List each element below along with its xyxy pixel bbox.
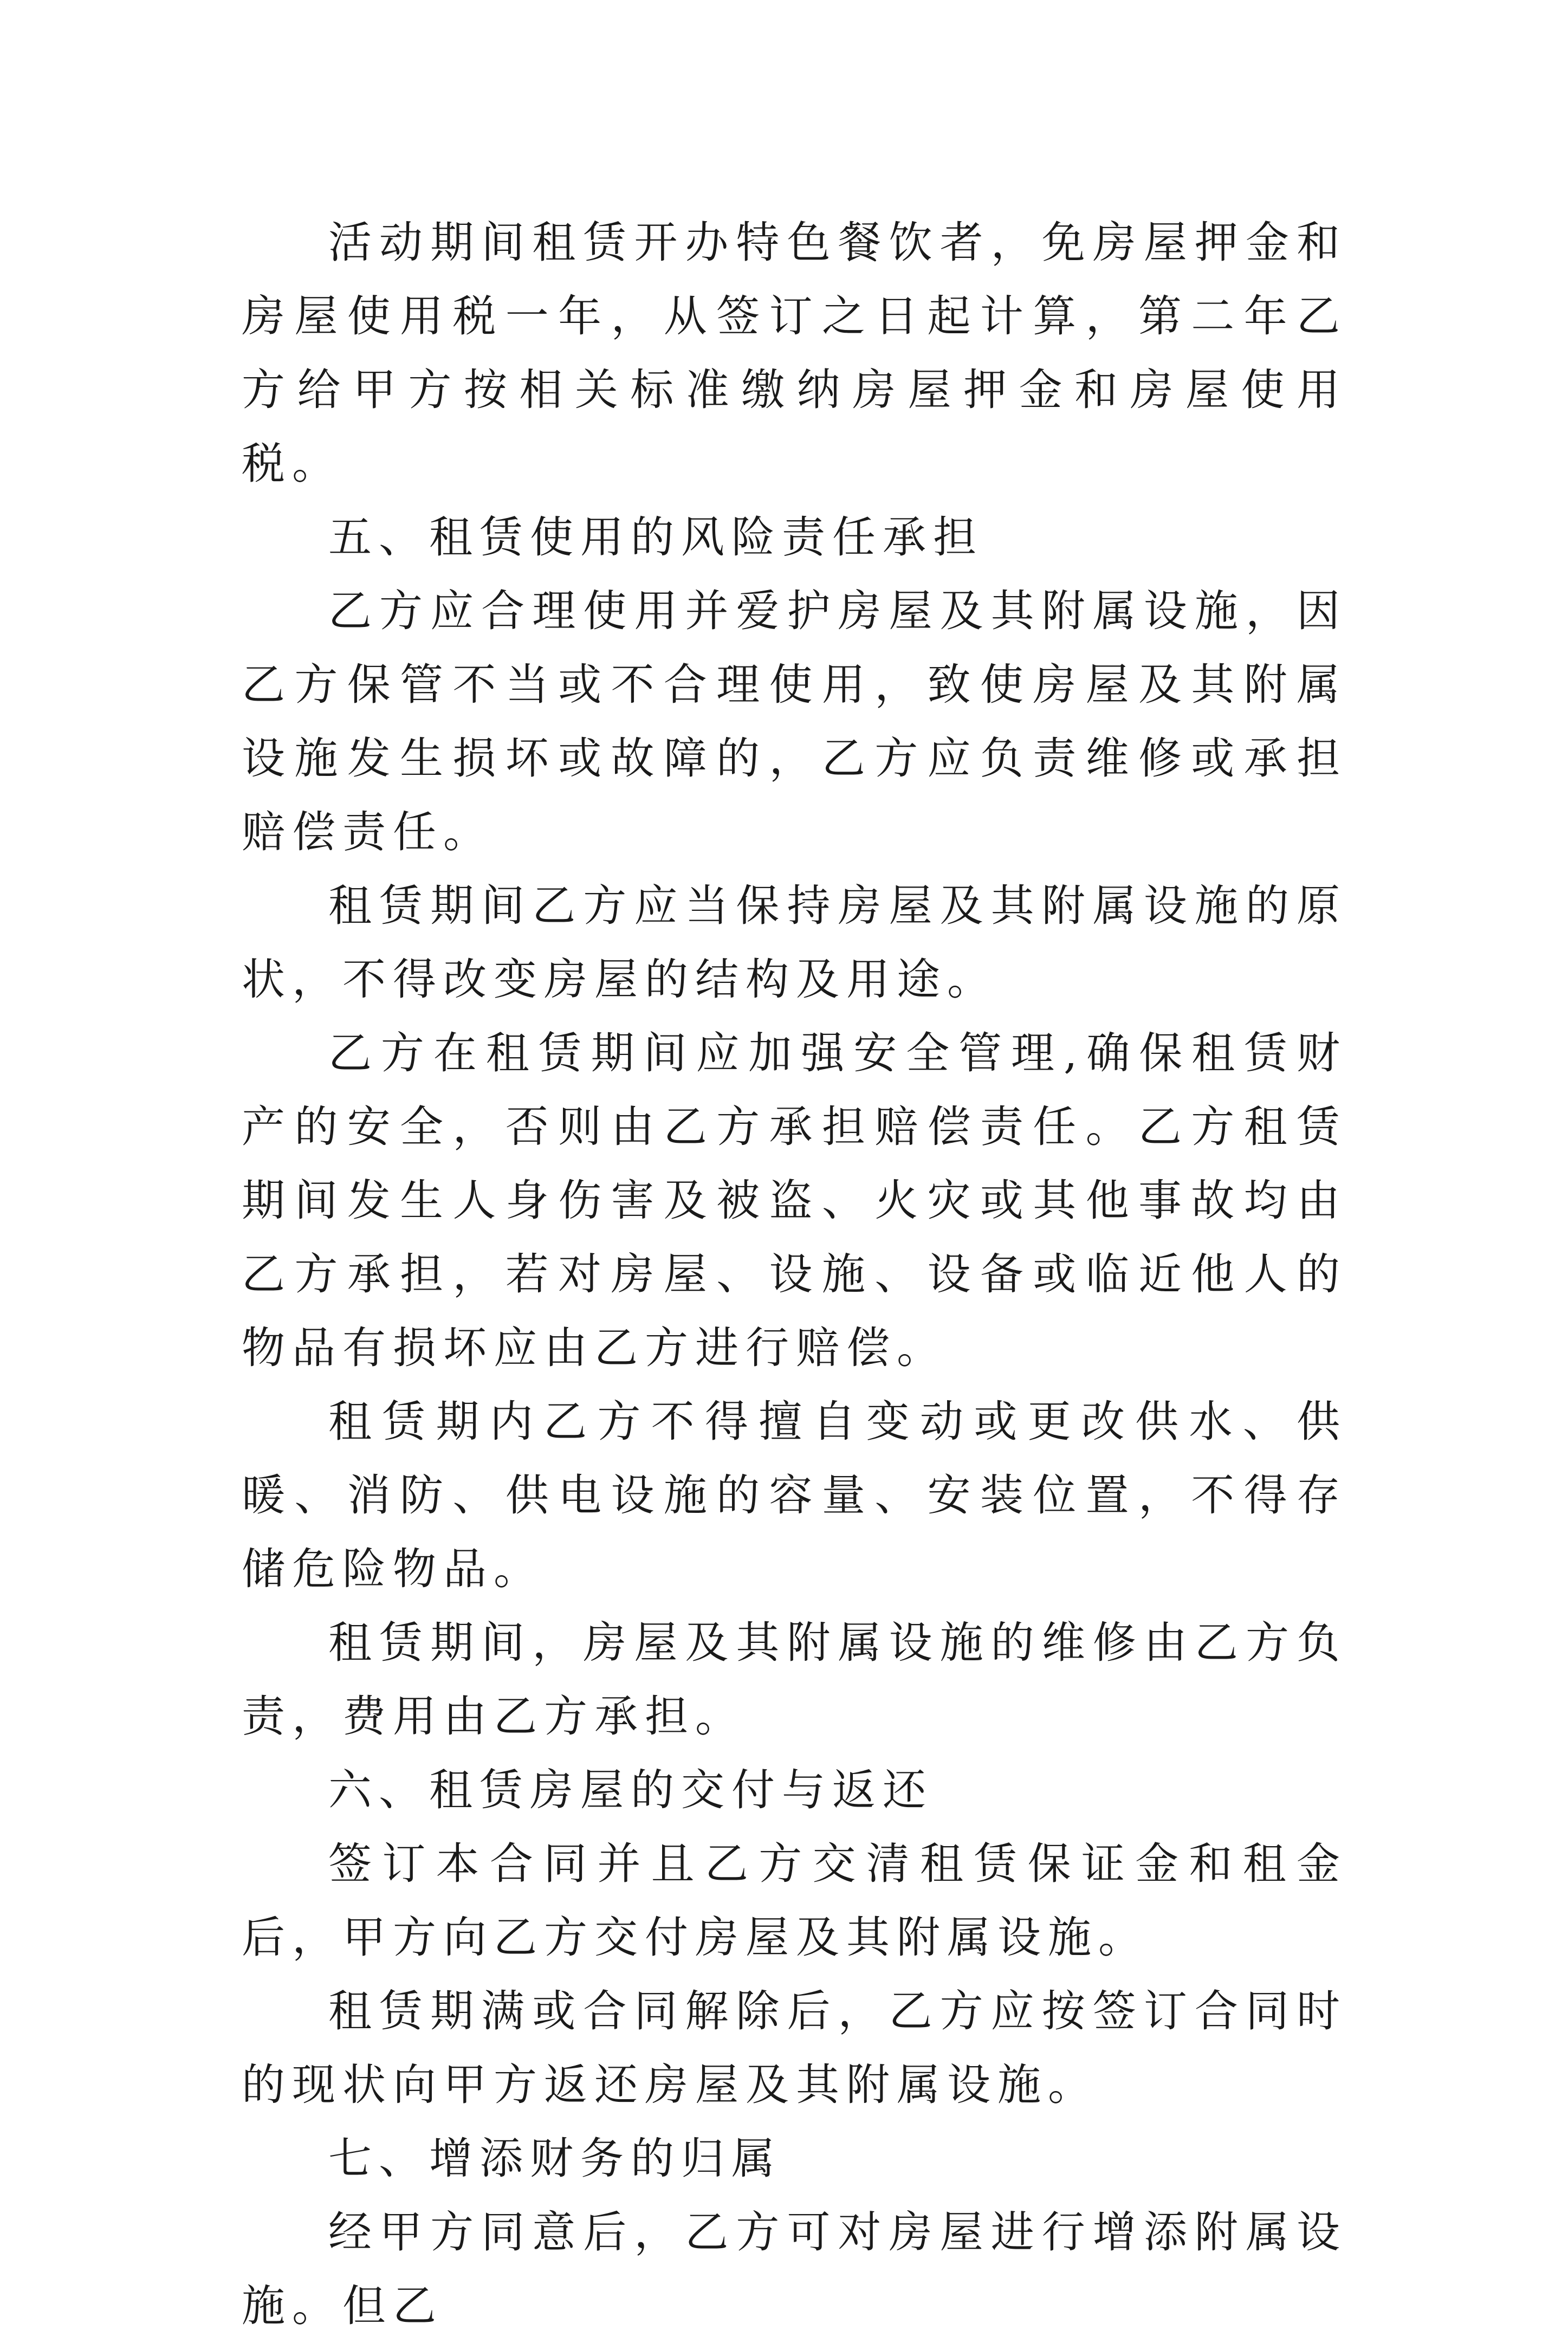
paragraph-added-facilities: 经甲方同意后，乙方可对房屋进行增添附属设施。但乙 [242,2207,1347,2331]
paragraph-catering-exemption: 活动期间租赁开办特色餐饮者，免房屋押金和房屋使用税一年，从签订之日起计算，第二年乙方给甲方按相关标准缴纳房屋押金和房屋使用税。 [242,217,1347,489]
section-heading-added-property: 七、增添财务的归属 [328,2133,782,2184]
paragraph-no-facility-changes: 租赁期内乙方不得擅自变动或更改供水、供暖、消防、供电设施的容量、安装位置，不得存储危险物品。 [242,1396,1347,1594]
paragraph-proper-use: 乙方应合理使用并爱护房屋及其附属设施，因乙方保管不当或不合理使用，致使房屋及其附属设施发生损坏或故障的，乙方应负责维修或承担赔偿责任。 [242,586,1347,857]
paragraph-return: 租赁期满或合同解除后，乙方应按签订合同时的现状向甲方返还房屋及其附属设施。 [242,1986,1347,2110]
section-heading-risk-liability: 五、租赁使用的风险责任承担 [328,512,983,562]
document-body [242,206,1347,2343]
paragraph-keep-original-state: 租赁期间乙方应当保持房屋及其附属设施的原状，不得改变房屋的结构及用途。 [242,881,1347,1005]
paragraph-maintenance-costs: 租赁期间，房屋及其附属设施的维修由乙方负责，费用由乙方承担。 [242,1617,1347,1742]
paragraph-safety-management: 乙方在租赁期间应加强安全管理,确保租赁财产的安全，否则由乙方承担赔偿责任。乙方租赁期间发生人身伤害及被盗、火灾或其他事故均由乙方承担，若对房屋、设施、设备或临近他人的物品有损坏应由乙方进行赔偿。 [242,1028,1347,1373]
section-heading-delivery-return: 六、租赁房屋的交付与返还 [328,1765,933,1815]
paragraph-delivery: 签订本合同并且乙方交清租赁保证金和租金后，甲方向乙方交付房屋及其附属设施。 [242,1839,1347,1963]
